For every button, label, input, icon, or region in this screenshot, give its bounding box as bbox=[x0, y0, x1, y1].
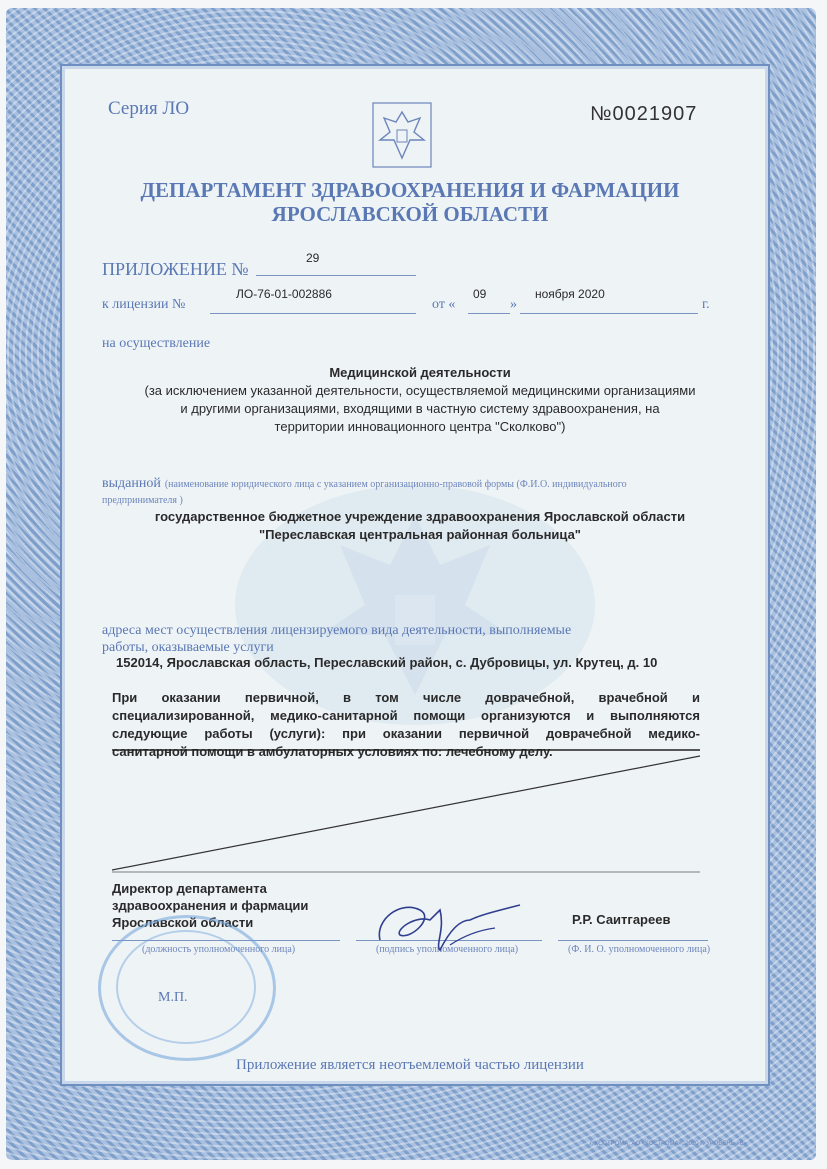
license-label: к лицензии № bbox=[102, 297, 186, 312]
activity-label: на осуществление bbox=[102, 336, 211, 351]
date-quote-close: » bbox=[510, 297, 517, 312]
handwritten-signature bbox=[370, 890, 530, 960]
organization-line2: "Переславская центральная районная больница" bbox=[259, 527, 581, 542]
activity-line2: и другими организациями, входящими в частную систему здравоохранения, на bbox=[180, 401, 660, 416]
address-label-line1: адреса мест осуществления лицензируемого вида деятельности, выполняемые bbox=[102, 623, 572, 638]
signature-caption: (подпись уполномоченного лица) bbox=[376, 944, 519, 955]
seal-place-label: М.П. bbox=[158, 990, 188, 1005]
date-day: 09 bbox=[473, 287, 487, 301]
services-line4: санитарной помощи в амбулаторных условиях по: лечебному делу. bbox=[112, 744, 553, 759]
activity-line1: (за исключением указанной деятельности, осуществляемой медицинскими организациями bbox=[144, 383, 696, 398]
services-line2: специализированной, медико-санитарной помощи организуются и выполняются bbox=[112, 708, 700, 723]
activity-line3: территории инновационного центра "Сколково") bbox=[274, 419, 566, 434]
footer-note: Приложение является неотъемлемой частью лицензии bbox=[236, 1057, 584, 1073]
signatory-position-line3: Ярославской области bbox=[112, 915, 254, 930]
issued-hint: (наименование юридического лица с указанием организационно-правовой формы (Ф.И.О. индивидуального предпринимателя ) bbox=[102, 479, 627, 506]
year-abbrev: г. bbox=[702, 297, 710, 312]
services-line1: При оказании первичной, в том числе доврачебной, врачебной и bbox=[112, 690, 700, 705]
printer-imprint: г. КОСТРОМА, АО «КОСТРОМА», 2020 Г. УРОВЕНЬ «В» bbox=[590, 1141, 748, 1147]
fullname-line bbox=[558, 940, 708, 941]
services-line3: следующие работы (услуги): при оказании первичной доврачебной медико- bbox=[112, 726, 700, 741]
fullname-caption: (Ф. И. О. уполномоченного лица) bbox=[568, 944, 711, 955]
issuer-title-line2: ЯРОСЛАВСКОЙ ОБЛАСТИ bbox=[271, 202, 549, 226]
date-label: от « bbox=[432, 297, 456, 312]
date-month-year: ноября 2020 bbox=[535, 287, 605, 301]
signatory-position-line1: Директор департамента bbox=[112, 881, 267, 896]
issued-label: выданной bbox=[102, 476, 161, 491]
position-caption: (должность уполномоченного лица) bbox=[142, 944, 296, 955]
signatory-position-line2: здравоохранения и фармации bbox=[112, 898, 309, 913]
issuer-title-line1: ДЕПАРТАМЕНТ ЗДРАВООХРАНЕНИЯ И ФАРМАЦИИ bbox=[140, 178, 680, 202]
license-number: ЛО-76-01-002886 bbox=[236, 287, 332, 301]
document-number: №0021907 bbox=[590, 103, 698, 125]
appendix-number: 29 bbox=[306, 251, 320, 265]
series-label: Серия ЛО bbox=[108, 98, 190, 119]
organization-line1: государственное бюджетное учреждение здравоохранения Ярославской области bbox=[154, 509, 686, 524]
signatory-name: Р.Р. Саитгареев bbox=[572, 912, 671, 927]
appendix-label: ПРИЛОЖЕНИЕ № bbox=[102, 259, 249, 279]
address-value: 152014, Ярославская область, Переславский район, с. Дубровицы, ул. Крутец, д. 10 bbox=[116, 655, 658, 670]
address-label-line2: работы, оказываемые услуги bbox=[102, 640, 274, 655]
activity-title: Медицинской деятельности bbox=[329, 365, 511, 380]
official-stamp-inner bbox=[116, 930, 256, 1044]
